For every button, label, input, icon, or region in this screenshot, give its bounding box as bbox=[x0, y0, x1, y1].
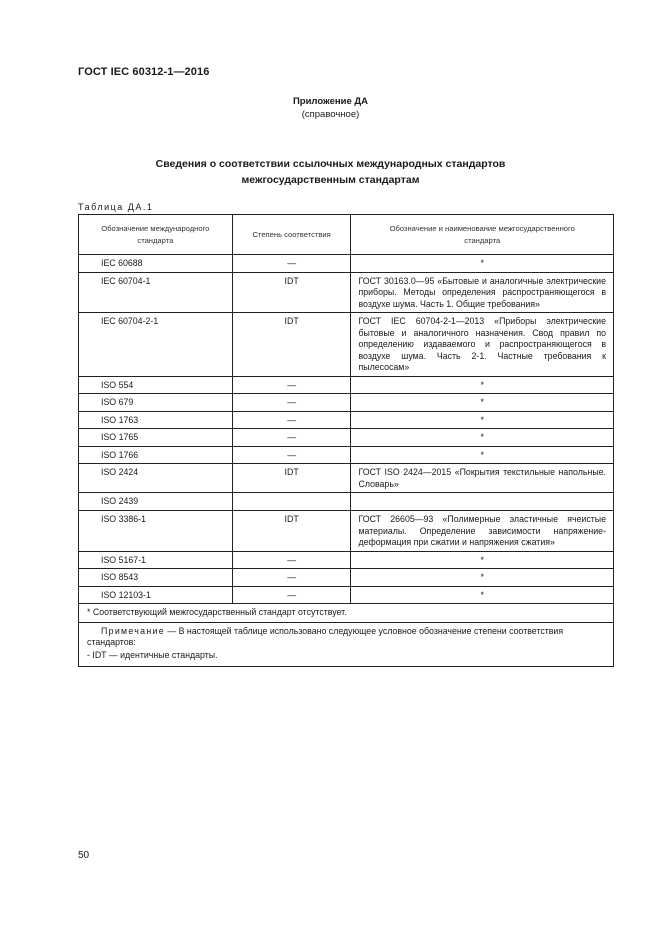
cell-degree: IDT bbox=[232, 272, 351, 313]
note-item: - IDT — идентичные стандарты. bbox=[87, 649, 218, 660]
cell-gost bbox=[351, 493, 614, 511]
note-paragraph bbox=[87, 626, 605, 649]
header-interstate-standard: Обозначение и наименование межгосударственного стандарта bbox=[351, 215, 614, 255]
cell-degree: — bbox=[232, 586, 351, 604]
note-prefix: Примечание bbox=[101, 625, 165, 636]
header-degree: Степень соответствия bbox=[232, 215, 351, 255]
cell-gost: * bbox=[351, 586, 614, 604]
cell-gost: * bbox=[351, 376, 614, 394]
cell-standard: ISO 2439 bbox=[79, 493, 233, 511]
cell-standard: IEC 60704-2-1 bbox=[79, 313, 233, 377]
table-label: Таблица ДА.1 bbox=[78, 202, 154, 212]
header-international-standard: Обозначение международного стандарта bbox=[79, 215, 233, 255]
cell-gost: ГОСТ 26605—93 «Полимерные эластичные ячеистые материалы. Определение зависимости напряжение-деформация при сжатии и напряжения сжатия» bbox=[351, 511, 614, 552]
cell-degree: — bbox=[232, 569, 351, 587]
table-row bbox=[79, 429, 614, 447]
cell-gost: * bbox=[351, 569, 614, 587]
section-title-line2: межгосударственным стандартам bbox=[241, 174, 420, 186]
table-row bbox=[79, 511, 614, 552]
table-row bbox=[79, 313, 614, 377]
cell-gost: ГОСТ IEC 60704-2-1—2013 «Приборы электрические бытовые и аналогичного назначения. Свод правил по определению издаваемого и распространяющегося в воздухе шума. Часть 2-1. Частные требования к пылесосам» bbox=[351, 313, 614, 377]
table-note-row bbox=[79, 622, 614, 667]
table-row bbox=[79, 394, 614, 412]
appendix-title: Приложение ДА bbox=[292, 96, 369, 107]
cell-gost: * bbox=[351, 411, 614, 429]
table-row bbox=[79, 376, 614, 394]
cell-standard: ISO 554 bbox=[79, 376, 233, 394]
cell-gost: ГОСТ ISO 2424—2015 «Покрытия текстильные напольные. Словарь» bbox=[351, 464, 614, 493]
cell-standard: ISO 679 bbox=[79, 394, 233, 412]
document-code: ГОСТ IEC 60312-1—2016 bbox=[78, 66, 210, 78]
cell-standard: ISO 1766 bbox=[79, 446, 233, 464]
page-number: 50 bbox=[78, 850, 90, 861]
cell-degree: — bbox=[232, 551, 351, 569]
table-footnote: * Соответствующий межгосударственный стандарт отсутствует. bbox=[79, 604, 614, 623]
cell-degree: — bbox=[232, 255, 351, 273]
table-footnote-row bbox=[79, 604, 614, 623]
cell-degree: IDT bbox=[232, 511, 351, 552]
table-row bbox=[79, 569, 614, 587]
cell-degree: IDT bbox=[232, 313, 351, 377]
cell-gost: * bbox=[351, 255, 614, 273]
cell-standard: IEC 60704-1 bbox=[79, 272, 233, 313]
table-header-row bbox=[79, 215, 614, 255]
table-row bbox=[79, 411, 614, 429]
cell-standard: ISO 1763 bbox=[79, 411, 233, 429]
cell-degree: — bbox=[232, 411, 351, 429]
table-row bbox=[79, 586, 614, 604]
table-body bbox=[79, 255, 614, 667]
cell-degree: — bbox=[232, 429, 351, 447]
cell-gost: * bbox=[351, 429, 614, 447]
section-title-line1: Сведения о соответствии ссылочных международных стандартов bbox=[155, 158, 506, 170]
cell-degree: — bbox=[232, 446, 351, 464]
note-text: — В настоящей таблице использовано следующее условное обозначение степени соответствия стандартов: bbox=[87, 625, 564, 647]
cell-standard: ISO 5167-1 bbox=[79, 551, 233, 569]
table-row bbox=[79, 493, 614, 511]
cell-standard: ISO 3386-1 bbox=[79, 511, 233, 552]
table-row bbox=[79, 272, 614, 313]
correspondence-table bbox=[78, 214, 614, 667]
cell-standard: ISO 12103-1 bbox=[79, 586, 233, 604]
cell-gost: * bbox=[351, 394, 614, 412]
cell-gost: * bbox=[351, 551, 614, 569]
cell-degree: — bbox=[232, 394, 351, 412]
appendix-subtitle: (справочное) bbox=[301, 109, 360, 120]
cell-degree bbox=[232, 493, 351, 511]
cell-gost: ГОСТ 30163.0—95 «Бытовые и аналогичные электрические приборы. Методы определения распространяющегося в воздухе шума. Часть 1. Общие требования» bbox=[351, 272, 614, 313]
cell-degree: IDT bbox=[232, 464, 351, 493]
table-row bbox=[79, 551, 614, 569]
table-row bbox=[79, 446, 614, 464]
table-row bbox=[79, 255, 614, 273]
cell-standard: ISO 2424 bbox=[79, 464, 233, 493]
cell-standard: IEC 60688 bbox=[79, 255, 233, 273]
cell-standard: ISO 8543 bbox=[79, 569, 233, 587]
table-note bbox=[79, 622, 614, 667]
table-row bbox=[79, 464, 614, 493]
cell-standard: ISO 1765 bbox=[79, 429, 233, 447]
cell-gost: * bbox=[351, 446, 614, 464]
cell-degree: — bbox=[232, 376, 351, 394]
